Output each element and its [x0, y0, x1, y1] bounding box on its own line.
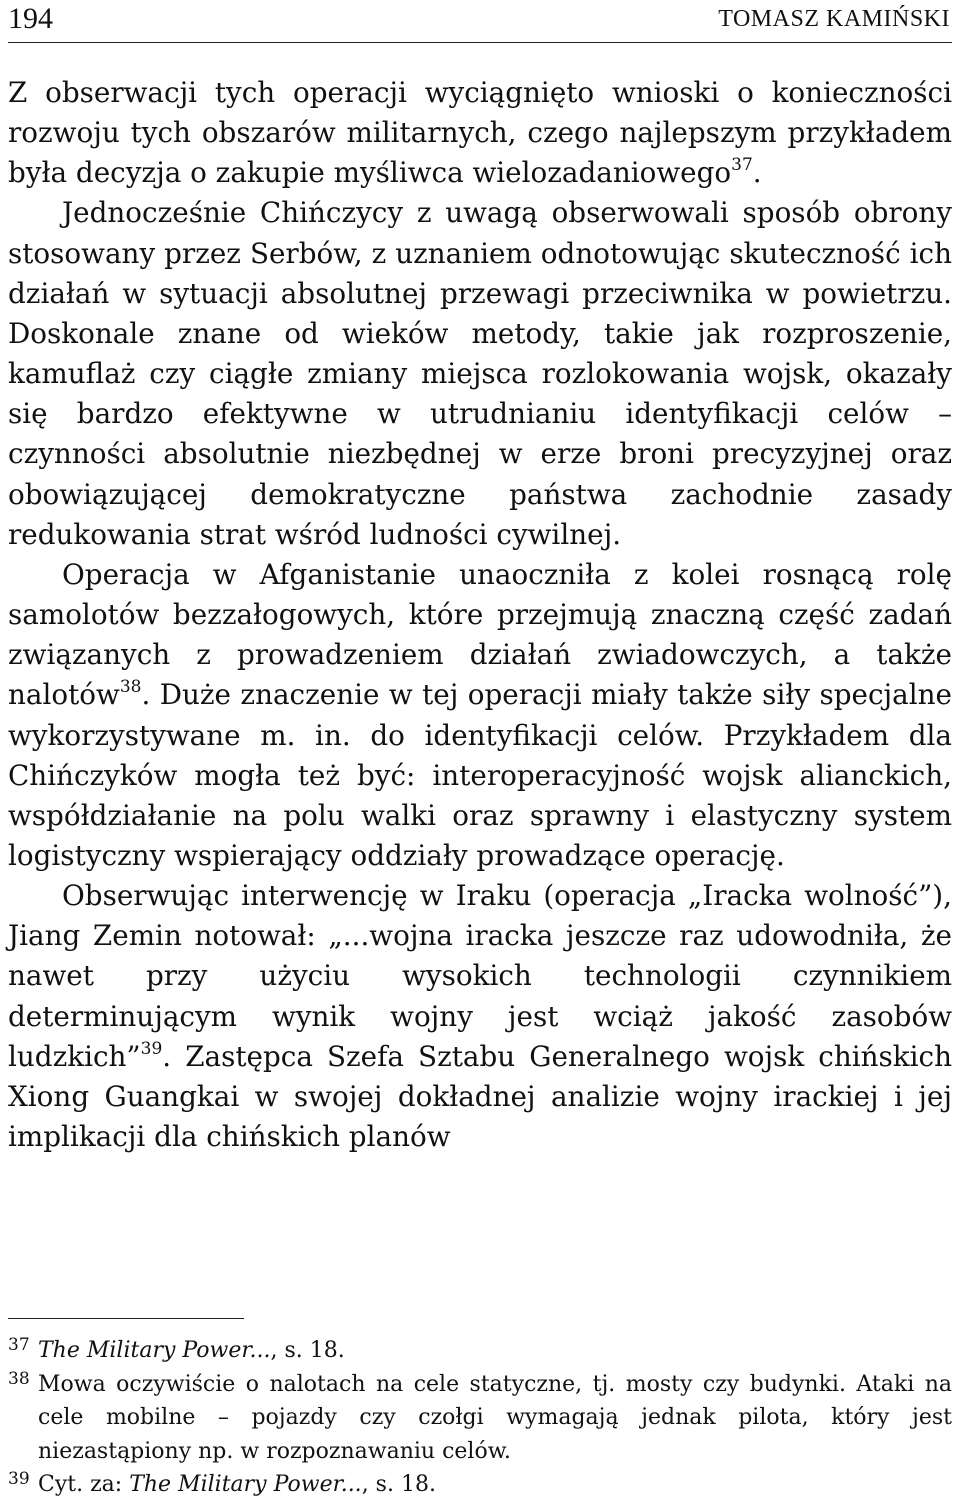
footnote [8, 1334, 952, 1368]
footnotes [8, 1334, 952, 1502]
footnote-number: 37 [8, 1335, 30, 1355]
paragraph-text-tail: . [752, 156, 762, 190]
footnote-title: The Military Power... [129, 1472, 362, 1497]
page-number: 194 [8, 2, 53, 35]
paragraph-text-tail: . Duże znaczenie w tej operacji miały także siły specjalne wykorzystywane m. in. do identyfikacji celów. Przykładem dla Chińczyków mogła też być: interoperacyjność wojsk alianckich, współdziałanie na polu walki oraz sprawny i elastyczny system logistyczny wspierający oddziały prowadzące operację. [8, 678, 952, 872]
page-header [8, 0, 952, 38]
paragraph-text: Z obserwacji tych operacji wyciągnięto wnioski o konieczności rozwoju tych obszarów militarnych, czego najlepszym przykładem była decyzja o zakupie myśliwca wielozadaniowego [8, 76, 952, 190]
paragraph-text: Obserwując interwencję w Iraku (operacja „Iracka wolność”), Jiang Zemin notował: „...wojna iracka jeszcze raz udowodniła, że nawet przy użyciu wysokich technologii czynnikiem determinującym wynik wojny jest wciąż jakość zasobów ludzkich” [8, 879, 952, 1073]
footnote-title: The Military Power... [38, 1338, 271, 1363]
footnote-text: , s. 18. [361, 1472, 436, 1497]
paragraph [8, 876, 952, 1157]
footnote-ref[interactable]: 37 [731, 155, 753, 176]
paragraph [8, 73, 952, 193]
footnote-ref[interactable]: 38 [119, 677, 142, 698]
footnote-ref[interactable]: 39 [140, 1038, 163, 1059]
paragraph [8, 555, 952, 876]
main-text [8, 73, 952, 1157]
footnote-rule [8, 1318, 244, 1319]
paragraph-text: Operacja w Afganistanie unaoczniła z kolei rosnącą rolę samolotów bezzałogowych, które przejmują znaczną część zadań związanych z prowadzeniem działań zwiadowczych, a także nalotów [8, 557, 952, 712]
header-rule [8, 42, 952, 43]
footnote [8, 1468, 952, 1502]
footnote [8, 1368, 952, 1469]
running-head-author: TOMASZ KAMIŃSKI [718, 6, 950, 32]
footnote-number: 39 [8, 1469, 30, 1489]
paragraph-text: Jednocześnie Chińczycy z uwagą obserwowali sposób obrony stosowany przez Serbów, z uznaniem odnotowując skuteczność ich działań w sytuacji absolutnej przewagi przeciwnika w powietrzu. Doskonale znane od wieków metody, takie jak rozproszenie, kamuflaż czy ciągłe zmiany miejsca rozlokowania wojsk, okazały się bardzo efektywne w utrudnianiu identyfikacji celów – czynności absolutnie niezbędnej w erze broni precyzyjnej oraz obowiązującej demokratyczne państwa zachodnie zasady redukowania strat wśród ludności cywilnej. [8, 196, 952, 551]
footnote-prefix: Cyt. za: [38, 1472, 130, 1497]
footnote-text: , s. 18. [270, 1338, 345, 1363]
paragraph-text-tail: . Zastępca Szefa Sztabu Generalnego wojsk chińskich Xiong Guangkai w swojej dokładnej analizie wojny irackiej i jej implikacji dla chińskich planów [8, 1039, 952, 1154]
paragraph [8, 193, 952, 554]
footnote-text: Mowa oczywiście o nalotach na cele statyczne, tj. mosty czy budynki. Ataki na cele mobilne – pojazdy czy czołgi wymagają jednak pilota, który jest niezastąpiony np. w rozpoznawaniu celów. [38, 1371, 952, 1464]
footnote-number: 38 [8, 1368, 30, 1389]
